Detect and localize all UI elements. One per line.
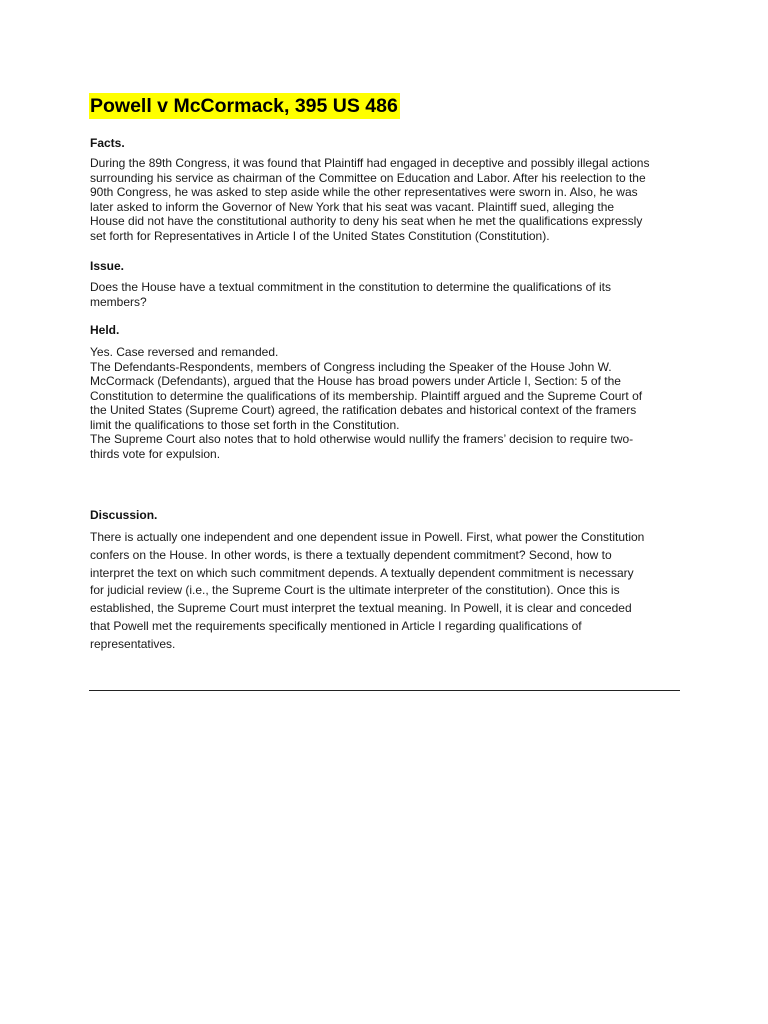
text-line: Yes. Case reversed and remanded. (90, 345, 279, 359)
text-line: Does the House have a textual commitment in the constitution to determine the qualifications of its (90, 280, 611, 294)
text-line: thirds vote for expulsion. (90, 446, 221, 461)
text-line: There is actually one independent and one dependent issue in Powell. First, what power the Constitution (90, 530, 645, 544)
facts-paragraph (90, 156, 680, 243)
text-line: Constitution to determine the qualifications of its membership. Plaintiff argued and the Supreme Court of (90, 388, 643, 403)
text-line: McCormack (Defendants), argued that the House has broad powers under Article I, Section: 5 of the (90, 374, 621, 388)
issue-paragraph (90, 280, 680, 309)
discussion-paragraph (90, 529, 680, 654)
text-line: interpret the text on which such commitment depends. A textually dependent commitment is necessary (90, 565, 634, 580)
text-line: representatives. (90, 636, 176, 651)
text-line: set forth for Representatives in Article I of the United States Constitution (Constitution). (90, 228, 550, 243)
text-line: confers on the House. In other words, is there a textually dependent commitment? Second, how to (90, 547, 612, 562)
document-title: Powell v McCormack, 395 US 486 (90, 95, 398, 117)
text-line: During the 89th Congress, it was found that Plaintiff had engaged in deceptive and possibly illegal actions (90, 156, 650, 170)
text-line: the United States (Supreme Court) agreed, the ratification debates and historical context of the framers (90, 403, 637, 417)
text-line: surrounding his service as chairman of the Committee on Education and Labor. After his reelection to the (90, 170, 646, 185)
text-line: members? (90, 294, 147, 309)
horizontal-divider (89, 690, 680, 691)
held-heading: Held. (90, 323, 120, 337)
text-line: The Supreme Court also notes that to hold otherwise would nullify the framers’ decision to require two- (90, 432, 634, 446)
text-line: for judicial review (i.e., the Supreme Court is the ultimate interpreter of the constitution). Once this is (90, 583, 620, 598)
facts-heading: Facts. (90, 136, 125, 150)
text-line: 90th Congress, he was asked to step aside while the other representatives were sworn in. Also, he was (90, 185, 638, 199)
text-line: later asked to inform the Governor of New York that his seat was vacant. Plaintiff sued, alleging the (90, 199, 615, 214)
text-line: The Defendants-Respondents, members of Congress including the Speaker of the House John W. (90, 359, 612, 374)
held-paragraph (90, 345, 680, 461)
text-line: limit the qualifications to those set forth in the Constitution. (90, 417, 400, 432)
text-line: established, the Supreme Court must interpret the textual meaning. In Powell, it is clear and conceded (90, 601, 632, 616)
text-line: that Powell met the requirements specifically mentioned in Article I regarding qualifications of (90, 618, 582, 633)
discussion-heading: Discussion. (90, 508, 158, 522)
text-line: House did not have the constitutional authority to deny his seat when he met the qualifications expressly (90, 214, 643, 228)
issue-heading: Issue. (90, 259, 125, 273)
